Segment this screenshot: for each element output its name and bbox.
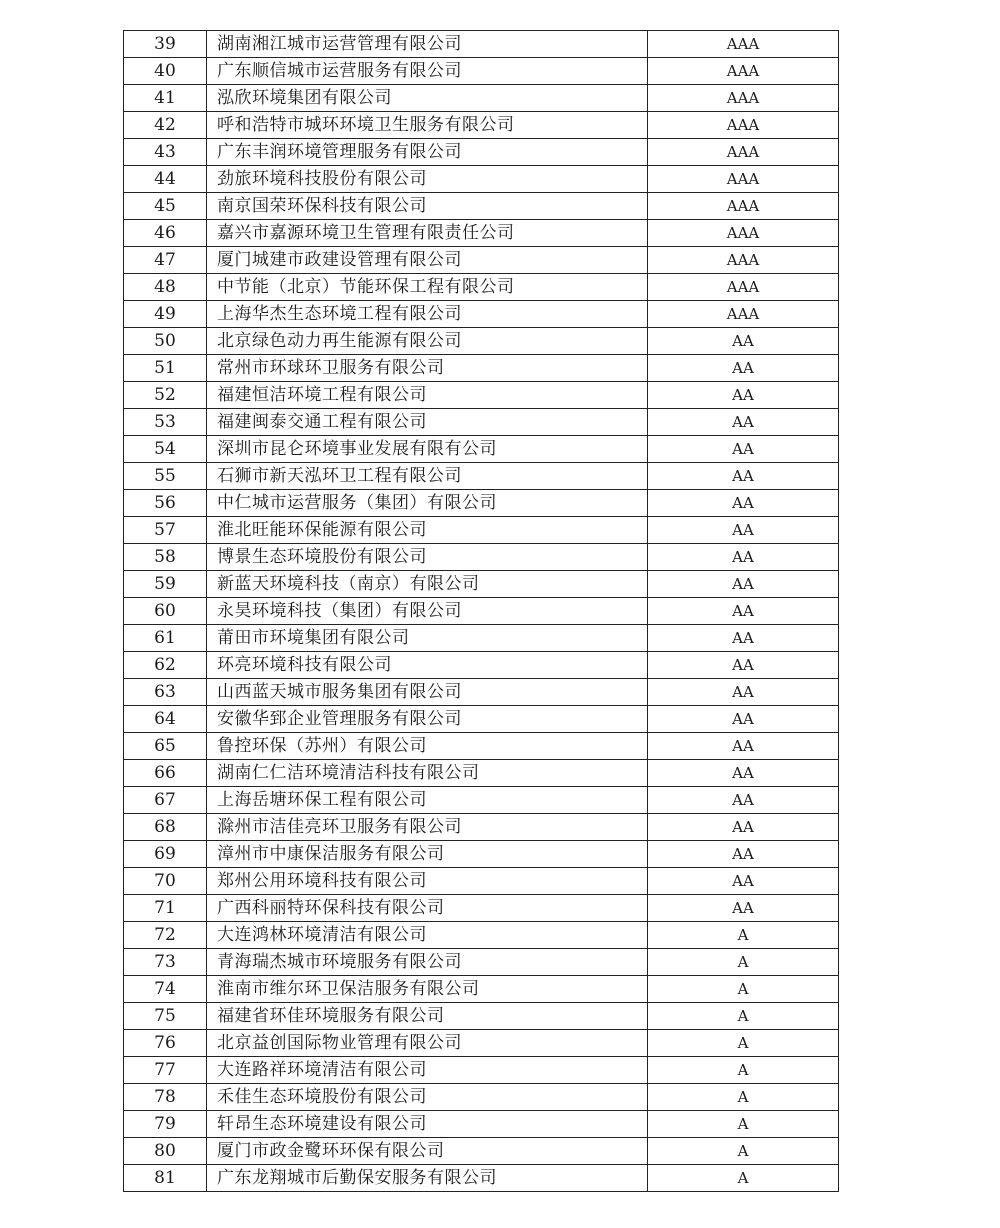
company-name-cell: 常州市环球环卫服务有限公司: [207, 355, 648, 382]
table-row: [124, 1057, 839, 1084]
credit-grade-cell: A: [648, 1003, 839, 1030]
table-row: [124, 679, 839, 706]
credit-grade-cell: A: [648, 1084, 839, 1111]
rating-table-body: [124, 31, 839, 1192]
credit-grade-cell: AA: [648, 895, 839, 922]
table-row: [124, 166, 839, 193]
company-name-cell: 广东顺信城市运营服务有限公司: [207, 58, 648, 85]
company-name-cell: 福建省环佳环境服务有限公司: [207, 1003, 648, 1030]
row-number-cell: 40: [124, 58, 207, 85]
company-name-cell: 石狮市新天泓环卫工程有限公司: [207, 463, 648, 490]
table-row: [124, 544, 839, 571]
company-name-cell: 山西蓝天城市服务集团有限公司: [207, 679, 648, 706]
company-name-cell: 博景生态环境股份有限公司: [207, 544, 648, 571]
credit-grade-cell: AAA: [648, 301, 839, 328]
credit-grade-cell: AA: [648, 436, 839, 463]
company-name-cell: 青海瑞杰城市环境服务有限公司: [207, 949, 648, 976]
credit-grade-cell: AA: [648, 787, 839, 814]
company-name-cell: 大连鸿林环境清洁有限公司: [207, 922, 648, 949]
table-row: [124, 247, 839, 274]
credit-grade-cell: AAA: [648, 274, 839, 301]
credit-grade-cell: AA: [648, 760, 839, 787]
company-name-cell: 上海岳塘环保工程有限公司: [207, 787, 648, 814]
row-number-cell: 58: [124, 544, 207, 571]
credit-grade-cell: A: [648, 1165, 839, 1192]
row-number-cell: 48: [124, 274, 207, 301]
credit-grade-cell: AAA: [648, 85, 839, 112]
table-row: [124, 1138, 839, 1165]
table-row: [124, 328, 839, 355]
table-row: [124, 1111, 839, 1138]
table-row: [124, 976, 839, 1003]
table-row: [124, 58, 839, 85]
row-number-cell: 57: [124, 517, 207, 544]
table-row: [124, 733, 839, 760]
company-name-cell: 广东龙翔城市后勤保安服务有限公司: [207, 1165, 648, 1192]
credit-grade-cell: AAA: [648, 139, 839, 166]
rating-table: [123, 30, 839, 1192]
table-row: [124, 598, 839, 625]
table-row: [124, 1003, 839, 1030]
row-number-cell: 77: [124, 1057, 207, 1084]
company-name-cell: 厦门市政金鹭环环保有限公司: [207, 1138, 648, 1165]
row-number-cell: 41: [124, 85, 207, 112]
row-number-cell: 42: [124, 112, 207, 139]
table-row: [124, 301, 839, 328]
table-row: [124, 787, 839, 814]
row-number-cell: 71: [124, 895, 207, 922]
credit-grade-cell: AA: [648, 814, 839, 841]
table-row: [124, 571, 839, 598]
row-number-cell: 54: [124, 436, 207, 463]
company-name-cell: 福建恒洁环境工程有限公司: [207, 382, 648, 409]
table-row: [124, 517, 839, 544]
company-name-cell: 嘉兴市嘉源环境卫生管理有限责任公司: [207, 220, 648, 247]
credit-grade-cell: AAA: [648, 31, 839, 58]
company-name-cell: 禾佳生态环境股份有限公司: [207, 1084, 648, 1111]
credit-grade-cell: A: [648, 922, 839, 949]
table-row: [124, 139, 839, 166]
credit-grade-cell: AA: [648, 733, 839, 760]
row-number-cell: 66: [124, 760, 207, 787]
credit-grade-cell: A: [648, 1030, 839, 1057]
company-name-cell: 漳州市中康保洁服务有限公司: [207, 841, 648, 868]
row-number-cell: 78: [124, 1084, 207, 1111]
company-name-cell: 安徽华郅企业管理服务有限公司: [207, 706, 648, 733]
row-number-cell: 63: [124, 679, 207, 706]
row-number-cell: 50: [124, 328, 207, 355]
credit-grade-cell: AA: [648, 409, 839, 436]
credit-grade-cell: AA: [648, 841, 839, 868]
table-row: [124, 1030, 839, 1057]
company-name-cell: 泓欣环境集团有限公司: [207, 85, 648, 112]
table-row: [124, 409, 839, 436]
credit-grade-cell: AAA: [648, 58, 839, 85]
row-number-cell: 67: [124, 787, 207, 814]
company-name-cell: 广东丰润环境管理服务有限公司: [207, 139, 648, 166]
credit-grade-cell: AAA: [648, 247, 839, 274]
company-name-cell: 永昊环境科技（集团）有限公司: [207, 598, 648, 625]
credit-grade-cell: A: [648, 1057, 839, 1084]
row-number-cell: 49: [124, 301, 207, 328]
company-name-cell: 鲁控环保（苏州）有限公司: [207, 733, 648, 760]
row-number-cell: 44: [124, 166, 207, 193]
row-number-cell: 39: [124, 31, 207, 58]
table-row: [124, 490, 839, 517]
row-number-cell: 68: [124, 814, 207, 841]
company-name-cell: 北京绿色动力再生能源有限公司: [207, 328, 648, 355]
table-row: [124, 922, 839, 949]
row-number-cell: 70: [124, 868, 207, 895]
company-name-cell: 郑州公用环境科技有限公司: [207, 868, 648, 895]
company-name-cell: 新蓝天环境科技（南京）有限公司: [207, 571, 648, 598]
company-name-cell: 湖南仁仁洁环境清洁科技有限公司: [207, 760, 648, 787]
company-name-cell: 淮南市维尔环卫保洁服务有限公司: [207, 976, 648, 1003]
credit-grade-cell: A: [648, 976, 839, 1003]
row-number-cell: 62: [124, 652, 207, 679]
table-row: [124, 652, 839, 679]
company-name-cell: 深圳市昆仑环境事业发展有限有公司: [207, 436, 648, 463]
credit-grade-cell: AA: [648, 490, 839, 517]
credit-grade-cell: AA: [648, 598, 839, 625]
company-name-cell: 中仁城市运营服务（集团）有限公司: [207, 490, 648, 517]
row-number-cell: 74: [124, 976, 207, 1003]
credit-grade-cell: AA: [648, 517, 839, 544]
credit-grade-cell: AA: [648, 355, 839, 382]
row-number-cell: 79: [124, 1111, 207, 1138]
company-name-cell: 劲旅环境科技股份有限公司: [207, 166, 648, 193]
credit-grade-cell: AA: [648, 679, 839, 706]
table-row: [124, 193, 839, 220]
row-number-cell: 47: [124, 247, 207, 274]
row-number-cell: 52: [124, 382, 207, 409]
row-number-cell: 43: [124, 139, 207, 166]
table-row: [124, 85, 839, 112]
credit-grade-cell: A: [648, 1111, 839, 1138]
company-name-cell: 广西科丽特环保科技有限公司: [207, 895, 648, 922]
company-name-cell: 北京益创国际物业管理有限公司: [207, 1030, 648, 1057]
credit-grade-cell: AA: [648, 382, 839, 409]
company-name-cell: 淮北旺能环保能源有限公司: [207, 517, 648, 544]
row-number-cell: 72: [124, 922, 207, 949]
row-number-cell: 55: [124, 463, 207, 490]
company-name-cell: 滁州市洁佳亮环卫服务有限公司: [207, 814, 648, 841]
row-number-cell: 73: [124, 949, 207, 976]
company-name-cell: 上海华杰生态环境工程有限公司: [207, 301, 648, 328]
row-number-cell: 56: [124, 490, 207, 517]
row-number-cell: 65: [124, 733, 207, 760]
row-number-cell: 75: [124, 1003, 207, 1030]
table-row: [124, 1084, 839, 1111]
company-name-cell: 厦门城建市政建设管理有限公司: [207, 247, 648, 274]
credit-grade-cell: AA: [648, 706, 839, 733]
row-number-cell: 60: [124, 598, 207, 625]
company-name-cell: 南京国荣环保科技有限公司: [207, 193, 648, 220]
company-name-cell: 莆田市环境集团有限公司: [207, 625, 648, 652]
company-name-cell: 福建闽泰交通工程有限公司: [207, 409, 648, 436]
table-row: [124, 949, 839, 976]
row-number-cell: 80: [124, 1138, 207, 1165]
credit-grade-cell: AAA: [648, 220, 839, 247]
credit-grade-cell: AA: [648, 544, 839, 571]
credit-grade-cell: A: [648, 949, 839, 976]
row-number-cell: 53: [124, 409, 207, 436]
credit-grade-cell: A: [648, 1138, 839, 1165]
row-number-cell: 61: [124, 625, 207, 652]
table-row: [124, 112, 839, 139]
table-row: [124, 868, 839, 895]
credit-grade-cell: AA: [648, 625, 839, 652]
credit-grade-cell: AA: [648, 328, 839, 355]
table-row: [124, 31, 839, 58]
table-row: [124, 625, 839, 652]
table-row: [124, 841, 839, 868]
table-row: [124, 895, 839, 922]
table-row: [124, 1165, 839, 1192]
company-name-cell: 湖南湘江城市运营管理有限公司: [207, 31, 648, 58]
table-row: [124, 382, 839, 409]
company-name-cell: 中节能（北京）节能环保工程有限公司: [207, 274, 648, 301]
row-number-cell: 76: [124, 1030, 207, 1057]
credit-grade-cell: AAA: [648, 193, 839, 220]
row-number-cell: 46: [124, 220, 207, 247]
table-row: [124, 274, 839, 301]
table-row: [124, 814, 839, 841]
table-row: [124, 436, 839, 463]
credit-grade-cell: AA: [648, 571, 839, 598]
credit-grade-cell: AAA: [648, 166, 839, 193]
credit-grade-cell: AAA: [648, 112, 839, 139]
table-row: [124, 355, 839, 382]
row-number-cell: 69: [124, 841, 207, 868]
row-number-cell: 45: [124, 193, 207, 220]
row-number-cell: 59: [124, 571, 207, 598]
company-name-cell: 呼和浩特市城环环境卫生服务有限公司: [207, 112, 648, 139]
credit-grade-cell: AA: [648, 652, 839, 679]
table-row: [124, 463, 839, 490]
table-row: [124, 706, 839, 733]
company-name-cell: 大连路祥环境清洁有限公司: [207, 1057, 648, 1084]
row-number-cell: 51: [124, 355, 207, 382]
table-row: [124, 760, 839, 787]
company-name-cell: 环亮环境科技有限公司: [207, 652, 648, 679]
row-number-cell: 64: [124, 706, 207, 733]
company-name-cell: 轩昂生态环境建设有限公司: [207, 1111, 648, 1138]
credit-grade-cell: AA: [648, 868, 839, 895]
row-number-cell: 81: [124, 1165, 207, 1192]
credit-grade-cell: AA: [648, 463, 839, 490]
table-row: [124, 220, 839, 247]
